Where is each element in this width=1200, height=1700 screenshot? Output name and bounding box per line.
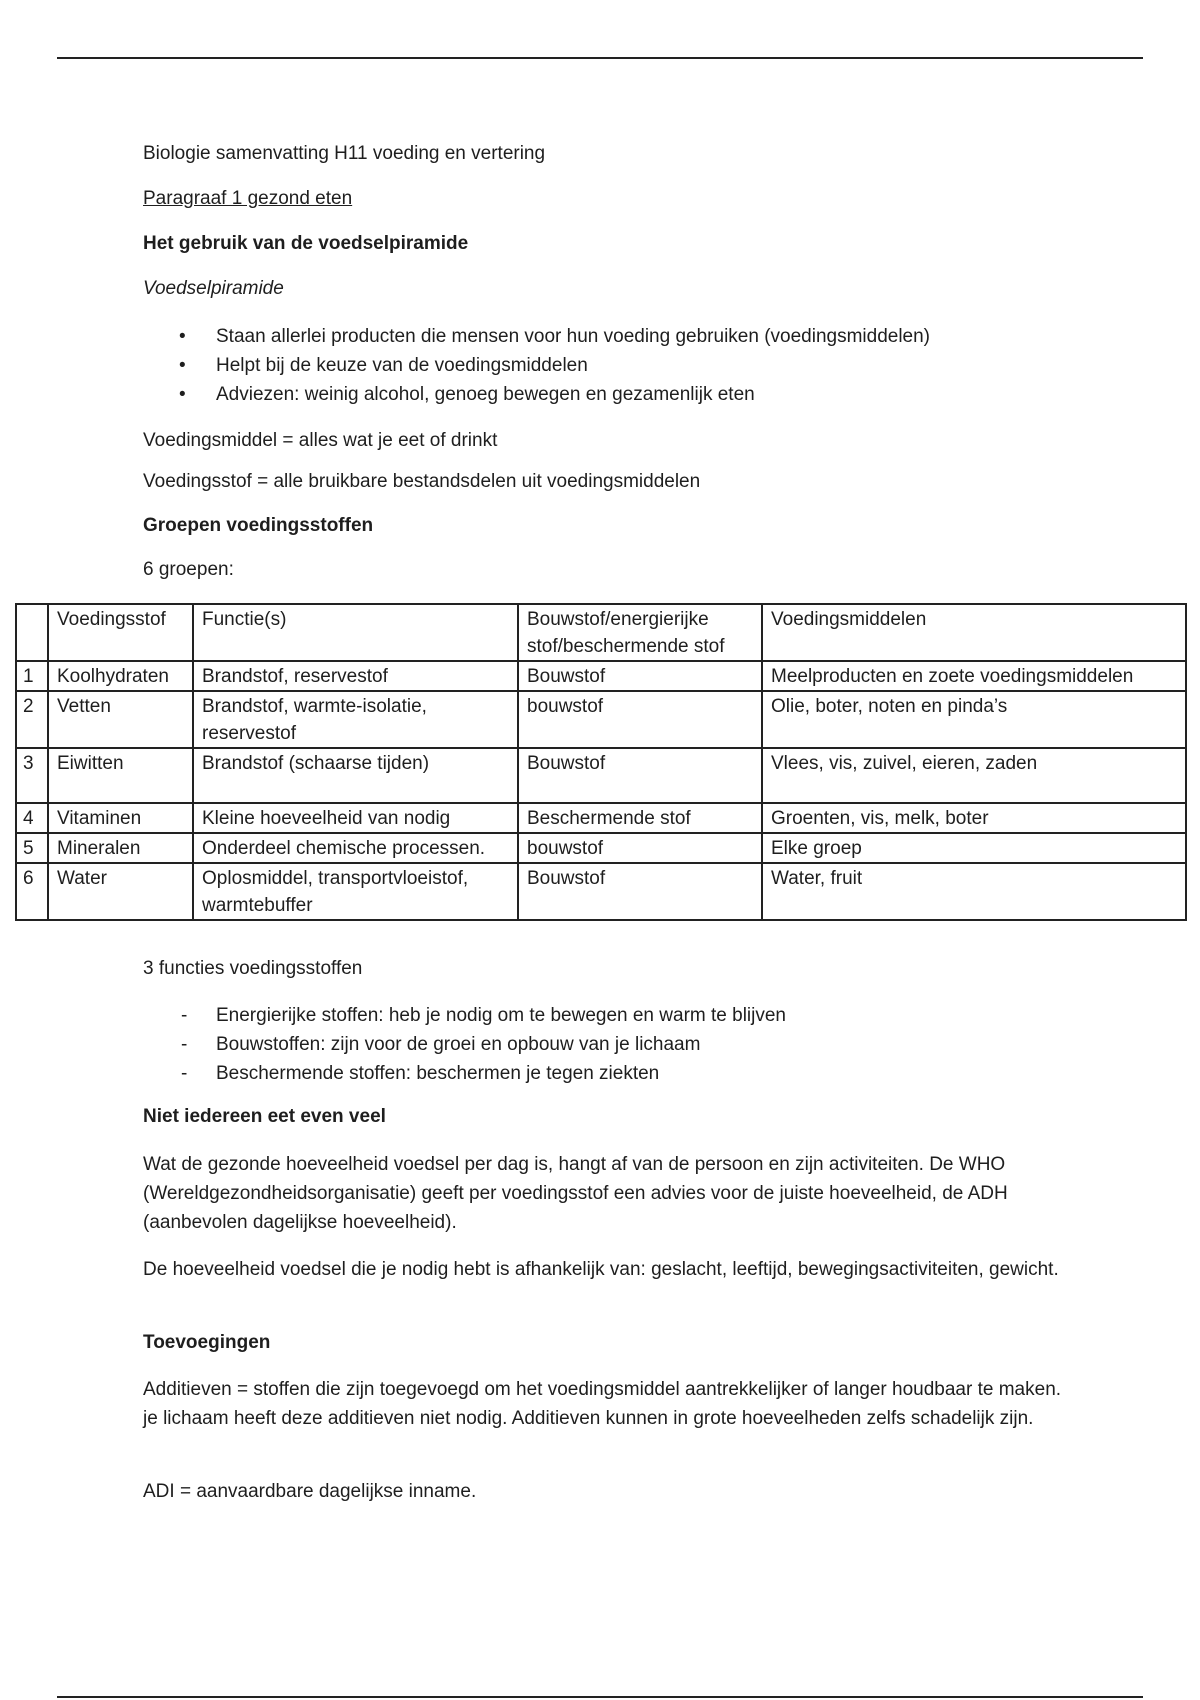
list-item xyxy=(143,1030,786,1059)
bullet-mark: • xyxy=(179,355,186,376)
heading-amount: Niet iedereen eet even veel xyxy=(143,1106,386,1127)
table-cell: Brandstof, warmte-isolatie, reservestof xyxy=(193,691,518,748)
definition-voedingsmiddel: Voedingsmiddel = alles wat je eet of drinkt xyxy=(143,430,498,451)
table-cell: Olie, boter, noten en pinda’s xyxy=(762,691,1186,748)
list-item-text: Bouwstoffen: zijn voor de groei en opbouw van je lichaam xyxy=(216,1034,701,1055)
list-item xyxy=(143,351,930,380)
table-cell: Elke groep xyxy=(762,833,1186,863)
paragraph-heading: Paragraaf 1 gezond eten xyxy=(143,188,353,209)
table-row xyxy=(16,863,1186,920)
table-cell: Oplosmiddel, transportvloeistof, warmtebuffer xyxy=(193,863,518,920)
table-cell: Vetten xyxy=(48,691,193,748)
table-cell: Groenten, vis, melk, boter xyxy=(762,803,1186,833)
table-cell: Bouwstof xyxy=(518,748,762,803)
groups-count: 6 groepen: xyxy=(143,559,234,580)
table-cell: bouwstof xyxy=(518,691,762,748)
table-row xyxy=(16,803,1186,833)
document-title: Biologie samenvatting H11 voeding en vertering xyxy=(143,143,546,164)
paragraph-amount-2: De hoeveelheid voedsel die je nodig hebt is afhankelijk van: geslacht, leeftijd, bewegingsactiviteiten, gewicht. xyxy=(143,1259,1059,1280)
list-item xyxy=(143,380,930,409)
list-item-text: Staan allerlei producten die mensen voor hun voeding gebruiken (voedingsmiddelen) xyxy=(216,326,931,347)
table-header-cell: Voedingsmiddelen xyxy=(762,604,1186,661)
table-cell: Vitaminen xyxy=(48,803,193,833)
header-rule xyxy=(57,57,1143,59)
table-cell: Brandstof (schaarse tijden) xyxy=(193,748,518,803)
table-cell: Water, fruit xyxy=(762,863,1186,920)
footer-rule xyxy=(57,1696,1143,1698)
list-item xyxy=(143,1001,786,1030)
table-cell: Onderdeel chemische processen. xyxy=(193,833,518,863)
table-cell: Meelproducten en zoete voedingsmiddelen xyxy=(762,661,1186,691)
definition-voedingsstof: Voedingsstof = alle bruikbare bestandsdelen uit voedingsmiddelen xyxy=(143,471,701,492)
table-cell-number: 1 xyxy=(16,661,48,691)
table-cell-number: 2 xyxy=(16,691,48,748)
list-item-text: Helpt bij de keuze van de voedingsmiddelen xyxy=(216,355,588,376)
table-header-cell: Bouwstof/energierijke stof/beschermende stof xyxy=(518,604,762,661)
table-cell-number: 5 xyxy=(16,833,48,863)
list-item-text: Energierijke stoffen: heb je nodig om te bewegen en warm te blijven xyxy=(216,1005,786,1026)
table-cell: Koolhydraten xyxy=(48,661,193,691)
table-cell: Beschermende stof xyxy=(518,803,762,833)
table-cell: Eiwitten xyxy=(48,748,193,803)
table-header-cell xyxy=(16,604,48,661)
list-item xyxy=(143,322,930,351)
dash-mark: - xyxy=(181,1063,188,1084)
dash-mark: - xyxy=(181,1005,188,1026)
table-row xyxy=(16,748,1186,803)
heading-pyramid: Het gebruik van de voedselpiramide xyxy=(143,233,469,254)
bullet-mark: • xyxy=(179,384,186,405)
heading-groups: Groepen voedingsstoffen xyxy=(143,515,374,536)
nutrients-table xyxy=(15,603,1187,921)
pyramid-bullet-list xyxy=(143,322,930,409)
table-row xyxy=(16,833,1186,863)
table-cell-number: 3 xyxy=(16,748,48,803)
table-header-cell: Voedingsstof xyxy=(48,604,193,661)
list-item-text: Adviezen: weinig alcohol, genoeg bewegen en gezamenlijk eten xyxy=(216,384,755,405)
table-cell-number: 4 xyxy=(16,803,48,833)
table-header-row xyxy=(16,604,1186,661)
table-header-cell: Functie(s) xyxy=(193,604,518,661)
functions-title: 3 functies voedingsstoffen xyxy=(143,958,363,979)
table-cell: Mineralen xyxy=(48,833,193,863)
heading-additions: Toevoegingen xyxy=(143,1332,271,1353)
table-cell: Bouwstof xyxy=(518,661,762,691)
table-row xyxy=(16,661,1186,691)
table-cell: bouwstof xyxy=(518,833,762,863)
table-row xyxy=(16,691,1186,748)
definition-adi: ADI = aanvaardbare dagelijkse inname. xyxy=(143,1481,477,1502)
table-cell: Bouwstof xyxy=(518,863,762,920)
functions-dash-list xyxy=(143,1001,786,1088)
paragraph-amount-1: Wat de gezonde hoeveelheid voedsel per dag is, hangt af van de persoon en zijn activiteiten. De WHO (Wereldgezondheidsorganisatie) geeft per voedingsstof een advies voor de juiste hoeveelheid, de ADH (aanbevolen dagelijkse hoeveelheid). xyxy=(143,1154,1008,1233)
table-cell: Water xyxy=(48,863,193,920)
bullet-mark: • xyxy=(179,326,186,347)
list-item-text: Beschermende stoffen: beschermen je tegen ziekten xyxy=(216,1063,660,1084)
table-cell: Brandstof, reservestof xyxy=(193,661,518,691)
table-cell: Vlees, vis, zuivel, eieren, zaden xyxy=(762,748,1186,803)
table-cell-number: 6 xyxy=(16,863,48,920)
dash-mark: - xyxy=(181,1034,188,1055)
paragraph-additions: Additieven = stoffen die zijn toegevoegd om het voedingsmiddel aantrekkelijker of langer houdbaar te maken. je lichaam heeft deze additieven niet nodig. Additieven kunnen in grote hoeveelheden zelfs schadelijk zijn. xyxy=(143,1379,1062,1429)
list-item xyxy=(143,1059,786,1088)
subheading-pyramid: Voedselpiramide xyxy=(143,278,284,299)
table-cell: Kleine hoeveelheid van nodig xyxy=(193,803,518,833)
